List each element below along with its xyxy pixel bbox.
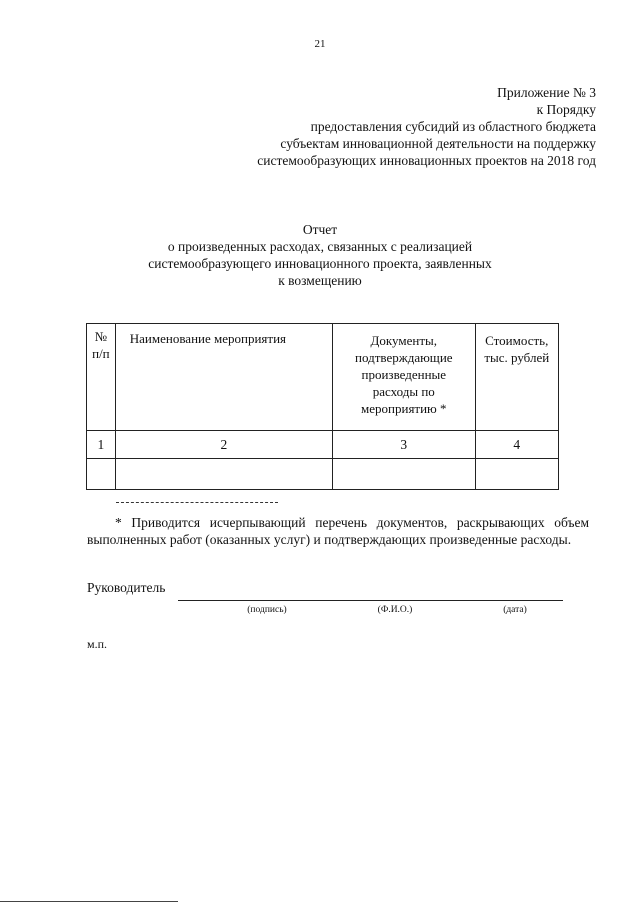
appendix-line: Приложение № 3	[497, 85, 596, 100]
table-cell: 2	[115, 431, 332, 459]
stamp-place: м.п.	[87, 637, 108, 651]
header-documents-line: подтверждающие	[355, 350, 453, 365]
header-number-line: п/п	[92, 346, 110, 361]
expense-table	[86, 323, 559, 490]
table-cell: 1	[87, 431, 116, 459]
signature-line	[178, 600, 563, 601]
header-event-name: Наименование мероприятия	[115, 324, 332, 431]
appendix-line: предоставления субсидий из областного бюджета	[310, 119, 596, 134]
header-documents-line: мероприятию *	[361, 401, 447, 416]
appendix-line: системообразующих инновационных проектов на 2018 год	[257, 153, 596, 168]
table-cell	[333, 459, 475, 490]
footnote: * Приводится исчерпывающий перечень документов, раскрывающих объем выполненных работ (оказанных услуг) и подтверждающих произведенные расходы.	[87, 515, 589, 547]
report-title-line: системообразующего инновационного проекта, заявленных	[148, 256, 492, 271]
header-documents-line: Документы,	[370, 333, 437, 348]
header-documents-line: расходы по	[372, 384, 435, 399]
header-cost	[475, 324, 558, 431]
page-number: 21	[314, 38, 326, 50]
signature-caption-sign: (подпись)	[247, 605, 287, 615]
report-title-line: Отчет	[302, 222, 338, 237]
bottom-rule	[0, 901, 178, 902]
report-title	[0, 221, 640, 289]
table-header-row	[87, 324, 559, 431]
appendix-line: субъектам инновационной деятельности на поддержку	[280, 136, 596, 151]
report-title-line: о произведенных расходах, связанных с реализацией	[167, 239, 473, 254]
header-documents-line: произведенные	[361, 367, 447, 382]
signature-caption-name: (Ф.И.О.)	[377, 605, 413, 615]
table-cell	[475, 459, 558, 490]
header-cost-line: тыс. рублей	[484, 350, 550, 365]
signature-block	[87, 580, 567, 620]
table-empty-row	[87, 459, 559, 490]
appendix-header	[176, 84, 596, 169]
signature-label: Руководитель	[87, 580, 166, 595]
report-title-line: к возмещению	[278, 273, 362, 288]
header-documents	[333, 324, 475, 431]
table-cell: 3	[333, 431, 475, 459]
appendix-line: к Порядку	[536, 102, 596, 117]
table-cell: 4	[475, 431, 558, 459]
footnote-divider	[116, 502, 278, 503]
table-cell	[115, 459, 332, 490]
table-index-row	[87, 431, 559, 459]
header-number	[87, 324, 116, 431]
header-number-line: №	[94, 329, 108, 344]
table-cell	[87, 459, 116, 490]
signature-caption-date: (дата)	[503, 605, 527, 615]
header-cost-line: Стоимость,	[485, 333, 549, 348]
